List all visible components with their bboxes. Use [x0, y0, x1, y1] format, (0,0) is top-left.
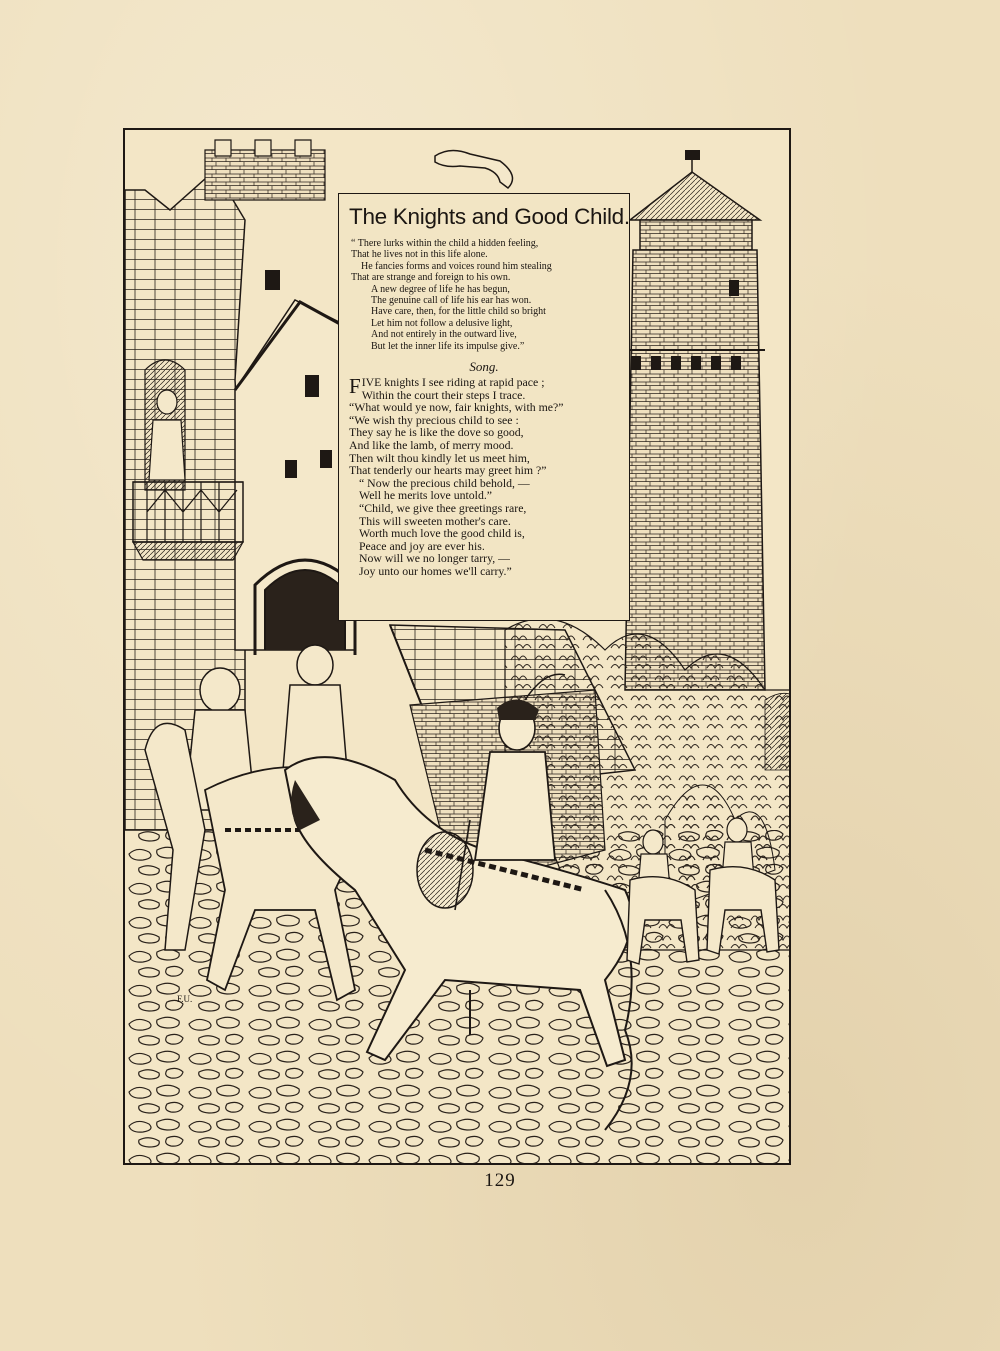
intro-line: That are strange and foreign to his own. [351, 272, 511, 284]
pointing-hand-icon [430, 136, 530, 196]
song-line: IVE knights I see riding at rapid pace ; [361, 375, 545, 390]
song-line: This will sweeten mother's care. [359, 513, 511, 528]
song-line: Joy unto our homes we'll carry.” [359, 563, 512, 578]
round-tower [625, 150, 765, 690]
song-line: “Child, we give thee greetings rare, [359, 501, 527, 515]
page-number: 129 [484, 1170, 516, 1191]
song-stanza [349, 376, 619, 578]
song-line: Worth much love the good child is, [359, 526, 525, 541]
song-line: Then wilt thou kindly let us meet him, [349, 450, 530, 465]
artist-initials: F.U. [177, 994, 193, 1004]
intro-line: He fancies forms and voices round him stealing [361, 260, 552, 272]
intro-line: A new degree of life he has begun, [371, 283, 510, 295]
song-line: “What would ye now, fair knights, with me?” [349, 400, 564, 415]
intro-line: The genuine call of life his ear has won. [371, 295, 532, 307]
intro-line: Let him not follow a delusive light, [371, 317, 513, 329]
poem-title: The Knights and Good Child. [349, 204, 630, 229]
song-line: And like the lamb, of merry mood. [349, 438, 514, 453]
song-line: Within the court their steps I trace. [361, 387, 526, 402]
intro-line: Have care, then, for the little child so bright [371, 306, 546, 318]
song-line: Peace and joy are ever his. [359, 538, 485, 553]
poem-panel [338, 193, 630, 621]
song-line: That tenderly our hearts may greet him ?” [349, 463, 547, 478]
song-line: “ Now the precious child behold, — [359, 475, 530, 490]
song-line: “We wish thy precious child to see : [349, 412, 519, 427]
intro-line: But let the inner life its impulse give.” [371, 340, 525, 352]
song-line: Well he merits love untold.” [359, 488, 493, 503]
intro-line: And not entirely in the outward live, [371, 329, 517, 341]
distant-hills [765, 693, 791, 770]
intro-line: “ There lurks within the child a hidden feeling, [351, 238, 539, 249]
drop-cap: F [349, 374, 361, 399]
song-line: Now will we no longer tarry, — [359, 551, 510, 566]
song-heading: Song. [469, 359, 499, 375]
song-line: They say he is like the dove so good, [349, 425, 524, 440]
intro-stanza [349, 238, 619, 352]
intro-line: That he lives not in this life alone. [351, 249, 488, 261]
